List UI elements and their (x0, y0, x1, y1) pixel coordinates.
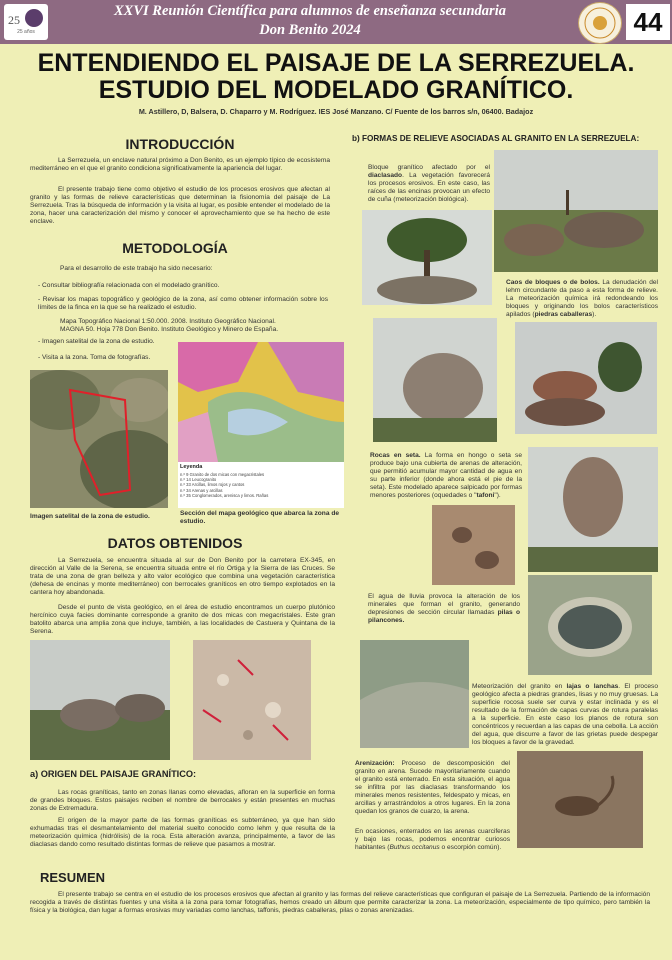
caos-body: La denudación del lehm circundante da paso a esta forma de relieve. La meteorización química irá redondeando los bloques y originando los bolos característicos apilados ( (506, 279, 658, 318)
header-title (60, 2, 560, 40)
intro-paragraph-2: El presente trabajo tiene como objetivo el estudio de los procesos erosivos que afectan al granito y las formas de relieve características que determinan la fisionomía del paisaje de La Serrezuela. Tras la búsqueda de información y la visita al lugar, es posible entender el modelado de la zona, hacer una caracterización del mismo y conocer el aprovechamiento que se ha hecho de este enclave. (30, 186, 330, 225)
method-item-2: - Revisar los mapas topográfico y geológico de la zona, así como obtener información sobre los límites de la finca en la que se ha realizado el estudio. (38, 296, 328, 311)
tafoni-photo (432, 505, 515, 585)
map-legend (180, 472, 340, 498)
seta-key: Rocas en seta. (370, 452, 421, 459)
lajas-pre: Meteorización del granito en (472, 683, 567, 690)
granite-closeup-photo (193, 640, 311, 760)
institute-seal-icon (578, 2, 622, 44)
map-legend-item: n.º 33 Arcillas, limos rojos y cantos (180, 482, 245, 488)
map-legend-item: n.º 35 Conglomerados, arenisca y limos. Rañas (180, 492, 269, 498)
formas-heading: b) FORMAS DE RELIEVE ASOCIADAS AL GRANITO EN LA SERREZUELA: (352, 134, 640, 143)
resumen-heading: RESUMEN (40, 870, 106, 885)
method-lead: Para el desarrollo de este trabajo ha sido necesario: (60, 265, 213, 272)
poster-title (6, 50, 666, 104)
method-item-1: - Consultar bibliografía relacionada con el modelado granítico. (38, 282, 220, 289)
geological-map-caption: Sección del mapa geológico que abarca la zona de estudio. (180, 510, 340, 525)
arena-text (355, 760, 510, 816)
datos-paragraph-1: La Serrezuela, se encuentra situada al sur de Don Benito por la carretera EX-345, en dirección al Valle de la Serena, se encuentra situada entre el río Ortiga y la Sierra de las Cruces. Se trata de una zona de gran belleza y alto valor ecológico que combina una vegetación característica (dehesa de encinas y monte mediterráneo) con berrocales graníticos en otro tiempo explotados en la cantera hoy abandonada. (30, 557, 335, 596)
authors: M. Astillero, D, Balsera, D. Chaparro y M. Rodríguez. IES José Manzano. C/ Fuente de los barros s/n, 06400. Badajoz (138, 107, 534, 116)
arena-p2-species: Buthus occitanus (389, 844, 440, 851)
seta-body: La forma en hongo o seta se produce bajo una cubierta de arenas de alteración, que permitió acumular mayor cantidad de agua en su parte inferior (donde ahora está el pie de la seta). Este modelado aparece salpicado por formas menores posteriores (oquedades o " (370, 452, 522, 499)
diaclasado-post: . La vegetación favorecerá los procesos erosivos. En este caso, las raíces de las encinas provocan un efecto de cuña (meteorización biológica). (368, 172, 490, 203)
intro-heading: INTRODUCCIÓN (125, 136, 235, 152)
resumen-text: El presente trabajo se centra en el estudio de los procesos erosivos que afectan al granito y las formas del relieve características que configuran el paisaje de La Serrezuela. Partiendo de la información recogida a través de distintas fuentes y una visita a la zona para tomar fotografías, hemos creado un álbum que permite caracterizar la zona. La meteorización, especialmente de tipo químico, pero también la física y la biológica, dan lugar a formas erosivas muy variadas como lanchas, taffonis, piedras caballeras, pilas o zonas arenizadas. (30, 891, 650, 914)
encina-photo (362, 210, 492, 305)
seta-text (370, 452, 522, 500)
map-legend-item: n.º 14 Leucogranito (180, 477, 217, 483)
map-legend-title: Leyenda (180, 464, 203, 470)
origen-paragraph-1: Las rocas graníticas, tanto en zonas llanas como elevadas, afloran en la superficie en forma de grandes bloques. Estos paisajes reciben el nombre de berrocales y están presentes en muchas zonas de Extremadura. (30, 789, 335, 812)
poster-title-line2: ESTUDIO DEL MODELADO GRANÍTICO. (98, 76, 574, 104)
caos-end: ). (592, 311, 597, 318)
seta-key-2: tafoni (476, 492, 495, 499)
map-legend-item: n.º 34 Arenas y arcillas (180, 487, 223, 493)
poster-number: 44 (626, 4, 670, 40)
arena-p2-pre: En ocasiones, enterrados en las arenas cuarciferas y bajo las rocas, podemos encontrar curiosos habitantes ( (355, 828, 510, 851)
pilas-body: El agua de lluvia provoca la alteración de los minerales que forman el granito, generando depresiones de sección circular llamadas (368, 593, 520, 616)
arena-p2-post: o escorpión común). (439, 844, 502, 851)
map-reference-1: Mapa Topográfico Nacional 1:50.000. 2008. Instituto Geográfico Nacional. (60, 318, 276, 325)
scorpion-photo (517, 751, 643, 848)
svg-text:25: 25 (8, 13, 20, 27)
arena-key: Arenización: (355, 760, 395, 767)
anniversary-logo (4, 4, 48, 40)
pilas-text (368, 593, 520, 625)
caos-text (506, 279, 658, 319)
datos-paragraph-2: Desde el punto de vista geológico, en el área de estudio encontramos un cuerpo plutónico hercínico cuya facies dominante corresponde a granito de dos micas con megacristales. Este gran batolito abarca una amplia zona que incluye, también, a las localidades de Castuera y Quintana de la Serena. (30, 604, 335, 635)
satellite-caption: Imagen satelital de la zona de estudio. (30, 513, 150, 520)
poster-title-line1: ENTENDIENDO EL PAISAJE DE LA SERREZUELA. (37, 49, 635, 77)
method-item-3: - Imagen satelital de la zona de estudio. (38, 338, 155, 345)
seta-end: "). (494, 492, 501, 499)
header-title-line1: XXVI Reunión Científica para alumnos de enseñanza secundaria (114, 3, 506, 19)
pilancon-photo (528, 575, 652, 675)
diaclasado-key: diaclasado (368, 172, 403, 179)
lajas-post: . El proceso geológico afecta a piedras grandes, lisas y no muy gruesas. La superficie rocosa suele ser curva y estar inclinada y es el resultado de la formación de capas curvas de rotura paralelas a la superficie. En este caso los planos de rotura son concéntricos y recuerdan a las capas de una cebolla. La acción del agua, que discurre a favor de las grietas puede despegar los bloques a favor de la gravedad. (472, 683, 658, 746)
arena-text-2 (355, 828, 510, 852)
pilas-key: pilas o pilancones. (368, 609, 520, 624)
roca-seta-photo (528, 447, 658, 572)
datos-heading: DATOS OBTENIDOS (107, 535, 243, 551)
method-heading: METODOLOGÍA (122, 240, 228, 256)
caos-key-2: piedras caballeras (534, 311, 593, 318)
diaclasado-pre: Bloque granítico afectado por el (368, 164, 490, 171)
lajas-key: lajas o lanchas (566, 683, 619, 690)
satellite-image (30, 370, 168, 508)
geological-map (178, 342, 344, 508)
lajas-text (472, 683, 658, 747)
arena-body: Proceso de descomposición del granito en arena. Sucede mayoritariamente cuando el granito está enterrado. En esta situación, el agua se infiltra por las diaclasas transformando los minerales menos resistentes, feldespato y micas, en arcillas y arrastrándolos a otros lugares. En la zona quedan los granos de cuarzo, la arena. (355, 760, 510, 815)
method-item-4: - Visita a la zona. Toma de fotografías. (38, 354, 151, 361)
anniversary-logo-text: 25 años (17, 29, 35, 35)
berrocal-photo (30, 640, 170, 760)
map-legend-item: n.º 9 Granito de dos micas con megacristales (180, 472, 265, 477)
laja-photo (360, 640, 469, 748)
boulder-photo (373, 318, 497, 442)
header-title-line2: Don Benito 2024 (259, 22, 361, 38)
caos-bloques-photo (494, 150, 658, 272)
caos-key: Caos de bloques o de bolos. (506, 279, 600, 286)
piedras-caballeras-photo (515, 322, 657, 434)
origen-paragraph-2: El origen de la mayor parte de las formas graníticas es subterráneo, ya que han sido exhumadas tras el desmantelamiento del material suelto conocido como lehm y que resulta de la meteorización química (hidrólisis) de la roca. Esta alteración avanza, principalmente, a favor de las diaclasas dando como resultado distintas formas de relieve que pasamos a mostrar. (30, 817, 335, 848)
map-reference-2: MAGNA 50. Hoja 778 Don Benito. Instituto Geológico y Minero de España. (60, 326, 279, 333)
diaclasado-text (368, 164, 490, 204)
intro-paragraph-1: La Serrezuela, un enclave natural próximo a Don Benito, es un ejemplo típico de ecosistema mediterráneo en el que el granito condiciona significativamente la apariencia del lugar. (30, 157, 330, 172)
origen-heading: a) ORIGEN DEL PAISAJE GRANÍTICO: (30, 769, 197, 779)
